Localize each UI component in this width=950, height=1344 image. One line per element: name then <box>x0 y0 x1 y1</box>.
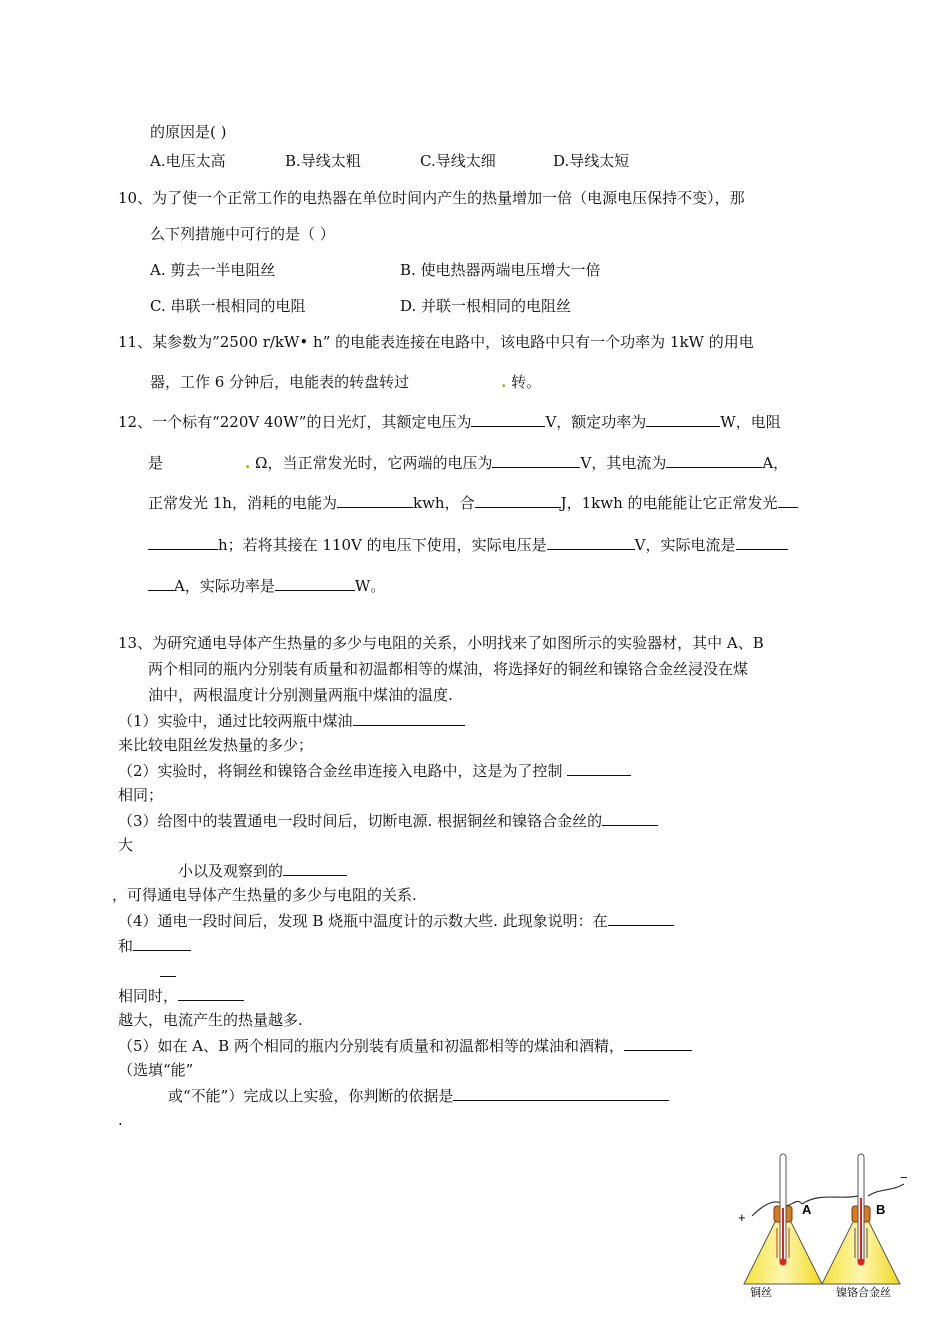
q13-text: （3）给图中的装置通电一段时间后，切断电源. 根据铜丝和镍铬合金丝的 <box>118 812 603 830</box>
q13-part3 <box>118 810 658 831</box>
q13-intro-line1: 13、为研究通电导体产生热量的多少与电阻的关系，小明找来了如图所示的实验器材，其中 A、B <box>118 634 764 652</box>
q12-text: A，实际功率是 <box>174 577 275 595</box>
q13-part5-line2: （选填“能” <box>118 1061 194 1079</box>
q12-text: 正常发光 1h，消耗的电能为 <box>148 494 337 512</box>
answer-blank[interactable] <box>471 411 545 427</box>
q12-text: kwh，合 <box>412 494 475 512</box>
q13-part3-line2 <box>178 860 347 881</box>
dot-mark: . <box>245 454 251 472</box>
answer-blank[interactable] <box>275 575 355 591</box>
answer-blank[interactable] <box>736 534 788 550</box>
thermometer-b-bulb <box>858 1259 865 1266</box>
q13-text: （2）实验时，将铜丝和镍铬合金丝串连接入电路中，这是为了控制 <box>118 762 563 780</box>
q9-option-b: B.导线太粗 <box>285 152 361 170</box>
dot-mark: . <box>501 373 507 391</box>
q13-part5 <box>118 1035 692 1056</box>
wire-right <box>868 1184 904 1196</box>
q12-line2 <box>148 452 788 473</box>
answer-blank[interactable] <box>283 860 347 876</box>
answer-blank[interactable] <box>148 534 218 550</box>
q13-text: 小以及观察到的 <box>178 862 284 880</box>
caption-nichrome-wire: 镍铬合金丝 <box>836 1286 891 1298</box>
q13-text: （5）如在 A、B 两个相同的瓶内分别装有质量和初温都相等的煤油和酒精， <box>118 1037 624 1055</box>
q13-part3-cont: 大 <box>118 836 134 854</box>
q12-line5 <box>148 575 385 596</box>
q13-text: 和 <box>118 937 134 955</box>
flask-b-label: B <box>876 1202 886 1217</box>
q13-text: （4）通电一段时间后，发现 B 烧瓶中温度计的示数大些. 此现象说明：在 <box>118 912 608 930</box>
positive-terminal-label: + <box>738 1210 746 1225</box>
q9-option-a: A.电压太高 <box>150 152 226 170</box>
q13-intro-line3: 油中，两根温度计分别测量两瓶中煤油的温度. <box>148 686 453 704</box>
q13-part4-line4 <box>118 985 244 1006</box>
q13-part2-cont: 相同； <box>118 786 164 804</box>
q12-text: A， <box>762 454 789 472</box>
flask-a-label: A <box>802 1202 812 1217</box>
q12-line3 <box>148 492 798 513</box>
q13-part4-line5: 越大，电流产生的热量越多. <box>118 1011 303 1029</box>
answer-blank[interactable] <box>778 492 798 508</box>
q10-option-a: A. 剪去一半电阻丝 <box>150 261 276 279</box>
answer-blank[interactable] <box>353 710 465 726</box>
q11-stem-line1: 11、某参数为”2500 r/kW• h” 的电能表连接在电路中，该电路中只有一个功率为 1kW 的用电 <box>118 333 754 351</box>
q13-text: 相同时， <box>118 987 179 1005</box>
answer-blank[interactable] <box>602 810 658 826</box>
q13-part1 <box>118 710 465 731</box>
q12-text: V，实际电流是 <box>634 536 736 554</box>
q9-stem-tail: 的原因是( ) <box>150 123 227 141</box>
q10-option-c: C. 串联一根相同的电阻 <box>150 297 306 315</box>
flask-a <box>744 1154 822 1284</box>
answer-blank[interactable] <box>148 575 174 591</box>
q13-intro-line2: 两个相同的瓶内分别装有质量和初温都相等的煤油，将选择好的铜丝和镍铬合金丝浸没在煤 <box>148 660 749 678</box>
answer-blank[interactable] <box>475 492 561 508</box>
answer-blank[interactable] <box>453 1085 669 1101</box>
q13-part1-cont: 来比较电阻丝发热量的多少； <box>118 736 314 754</box>
q12-text: W。 <box>354 577 386 595</box>
q13-text: 或“不能”）完成以上实验，你判断的依据是 <box>168 1087 454 1105</box>
q10-stem-line2: 么下列措施中可行的是（ ） <box>150 225 335 243</box>
q10-option-b: B. 使电热器两端电压增大一倍 <box>400 261 601 279</box>
q9-option-c: C.导线太细 <box>420 152 496 170</box>
q12-text: 是 <box>148 454 164 472</box>
answer-blank[interactable] <box>624 1035 692 1051</box>
thermometer-a-bulb <box>780 1259 787 1266</box>
q13-part4-line2 <box>118 935 191 956</box>
thermometer-b-column <box>860 1198 862 1260</box>
q13-part5-line4: . <box>118 1111 123 1129</box>
q10-stem-line1: 10、为了使一个正常工作的电热器在单位时间内产生的热量增加一倍（电源电压保持不变），那 <box>118 189 745 207</box>
q12-text: Ω，当正常发光时，它两端的电压为 <box>255 454 493 472</box>
answer-blank[interactable] <box>666 452 762 468</box>
q13-part2 <box>118 760 631 781</box>
q12-text: V，额定功率为 <box>545 413 647 431</box>
answer-blank[interactable] <box>567 760 631 776</box>
q12-text: J，1kwh 的电能能让它正常发光 <box>560 494 778 512</box>
experiment-apparatus-figure <box>730 1148 930 1298</box>
q12-text: V，其电流为 <box>580 454 667 472</box>
answer-blank[interactable] <box>337 492 413 508</box>
answer-blank[interactable] <box>492 452 580 468</box>
answer-blank[interactable] <box>646 411 720 427</box>
q13-text: （1）实验中，通过比较两瓶中煤油 <box>118 712 353 730</box>
q13-part5-line3 <box>168 1085 669 1106</box>
flask-b <box>822 1154 900 1284</box>
answer-blank[interactable] <box>160 961 176 977</box>
q11-stem-line2 <box>150 372 541 392</box>
q12-line4 <box>148 534 788 555</box>
q12-text: h；若将其接在 110V 的电压下使用，实际电压是 <box>218 536 547 554</box>
q13-part4 <box>118 910 674 931</box>
answer-blank[interactable] <box>547 534 635 550</box>
q11-line2-end: 转。 <box>511 373 542 391</box>
q11-line2-text: 器，工作 6 分钟后，电能表的转盘转过 <box>150 373 410 391</box>
q9-option-d: D.导线太短 <box>553 152 630 170</box>
answer-blank[interactable] <box>178 985 244 1001</box>
thermometer-a-column <box>782 1208 784 1260</box>
q13-part4-line3 <box>160 961 176 982</box>
q12-text: W，电阻 <box>720 413 781 431</box>
answer-blank[interactable] <box>608 910 674 926</box>
answer-blank[interactable] <box>133 935 191 951</box>
negative-terminal-label: − <box>900 1170 908 1185</box>
q12-text: 12、一个标有“220V 40W”的日光灯，其额定电压为 <box>118 413 472 431</box>
q13-part3-line3: ，可得通电导体产生热量的多少与电阻的关系. <box>112 886 417 904</box>
q12-line1 <box>118 411 781 432</box>
caption-copper-wire: 铜丝 <box>750 1286 772 1298</box>
q10-option-d: D. 并联一根相同的电阻丝 <box>400 297 572 315</box>
